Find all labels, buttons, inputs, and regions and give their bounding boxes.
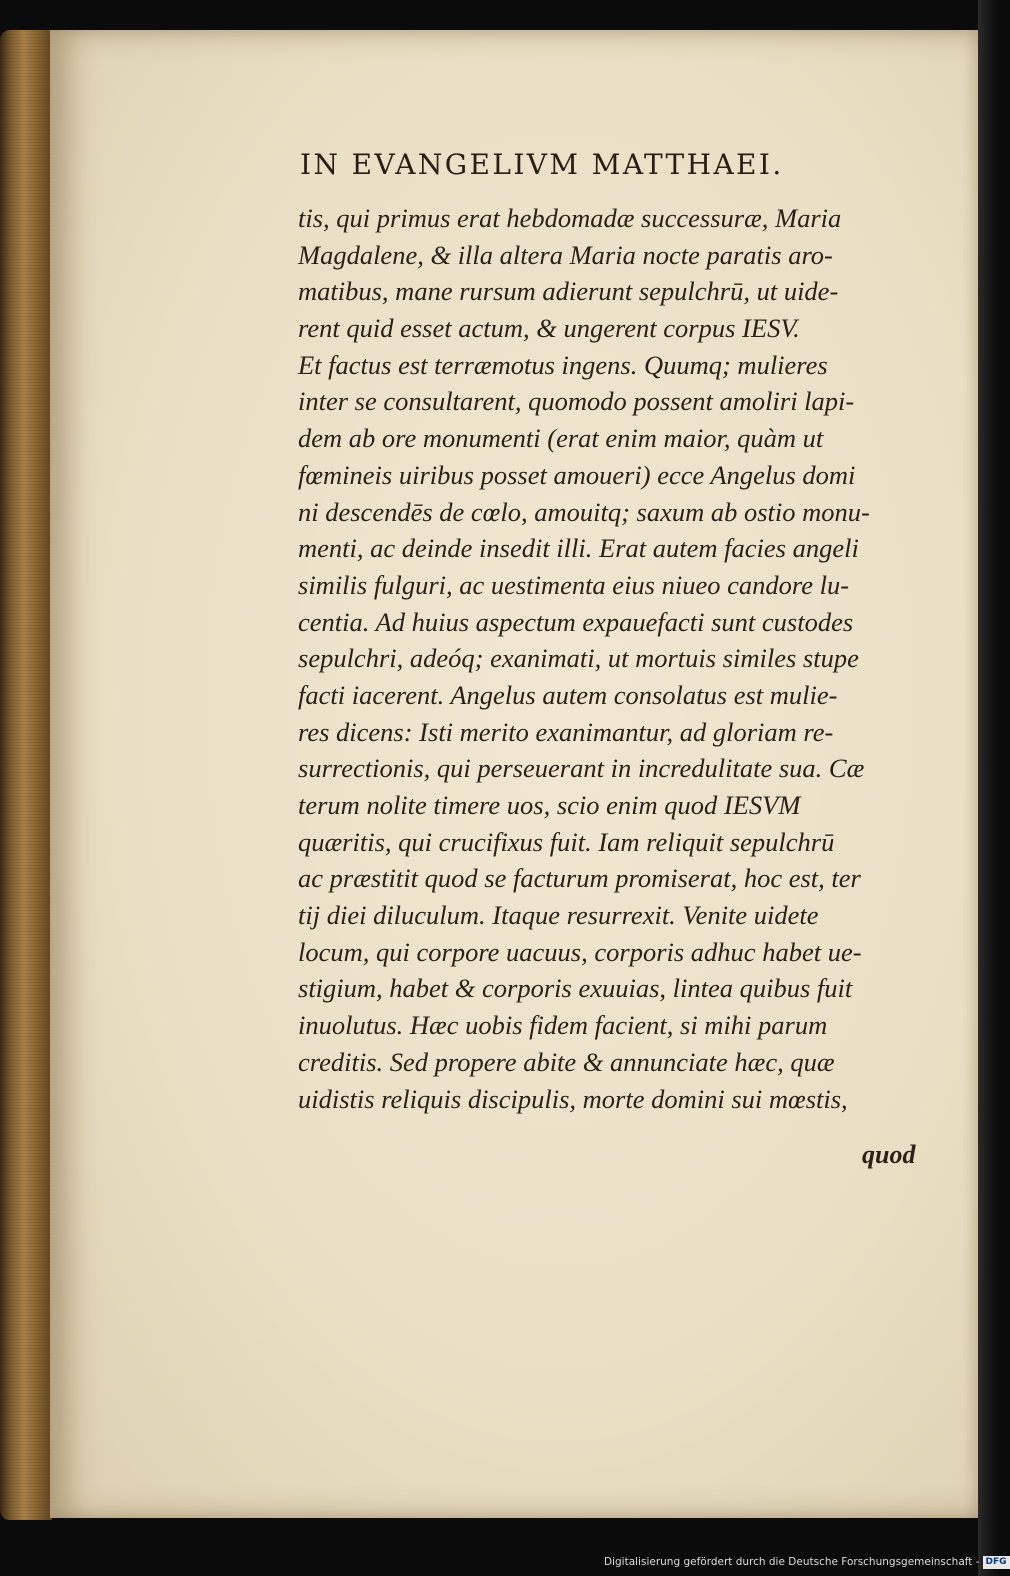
text-line: uidistis reliquis discipulis, morte domini sui mœstis, — [298, 1083, 848, 1114]
text-line: tis, qui primus erat hebdomadæ successuræ, Maria — [298, 203, 842, 233]
digitization-credit — [604, 1552, 1007, 1572]
text-line: stigium, habet & corporis exuuias, lintea quibus fuit — [298, 973, 853, 1004]
text-line: surrectionis, qui perseuerant in incredulitate sua. Cæ — [298, 753, 865, 784]
text-line: sepulchri, adeóq; exanimati, ut mortuis similes stupe — [298, 643, 859, 674]
text-line: quæritis, qui crucifixus fuit. Iam reliquit sepulchrū — [298, 826, 835, 857]
running-head: IN EVANGELIVM MATTHAEI. — [300, 148, 784, 181]
text-line: inter se consultarent, quomodo possent amoliri lapi- — [298, 386, 855, 417]
catchword: quod — [862, 1140, 916, 1169]
text-line: Et factus est terræmotus ingens. Quumq; mulieres — [298, 349, 828, 380]
text-line: matibus, mane rursum adierunt sepulchrū, ut uide- — [298, 276, 839, 307]
body-text — [298, 200, 924, 1117]
text-line: rent quid esset actum, & ungerent corpus IESV. — [298, 313, 800, 344]
text-line: fœmineis uiribus posset amoueri) ecce Angelus domi — [298, 459, 856, 490]
text-line: menti, ac deinde insedit illi. Erat autem facies angeli — [298, 533, 859, 564]
text-line: terum nolite timere uos, scio enim quod IESVM — [298, 790, 801, 820]
text-line: res dicens: Isti merito exanimantur, ad gloriam re- — [298, 716, 834, 747]
text-line: tij diei diluculum. Itaque resurrexit. Venite uidete — [298, 900, 819, 931]
text-line: ac præstitit quod se facturum promiserat, hoc est, ter — [298, 863, 861, 894]
text-line: inuolutus. Hæc uobis fidem facient, si mihi parum — [298, 1010, 828, 1041]
text-line: dem ab ore monumenti (erat enim maior, quàm ut — [298, 423, 824, 454]
text-line: facti iacerent. Angelus autem consolatus est mulie- — [298, 679, 838, 710]
book-edge — [0, 30, 52, 1520]
dfg-logo: DFG — [983, 1556, 1010, 1569]
text-line: centia. Ad huius aspectum expauefacti sunt custodes — [298, 606, 854, 637]
scan-border — [978, 0, 1000, 1576]
text-line: Magdalene, & illa altera Maria nocte paratis aro- — [298, 239, 833, 270]
text-line: locum, qui corpore uacuus, corporis adhuc habet ue- — [298, 936, 862, 967]
text-line: ni descendēs de cœlo, amouitq; saxum ab ostio monu- — [298, 496, 870, 527]
text-line: similis fulguri, ac uestimenta eius niueo candore lu- — [298, 569, 850, 600]
text-line: creditis. Sed propere abite & annunciate hæc, quæ — [298, 1046, 835, 1077]
credit-text: Digitalisierung gefördert durch die Deutsche Forschungsgemeinschaft - — [604, 1556, 980, 1568]
